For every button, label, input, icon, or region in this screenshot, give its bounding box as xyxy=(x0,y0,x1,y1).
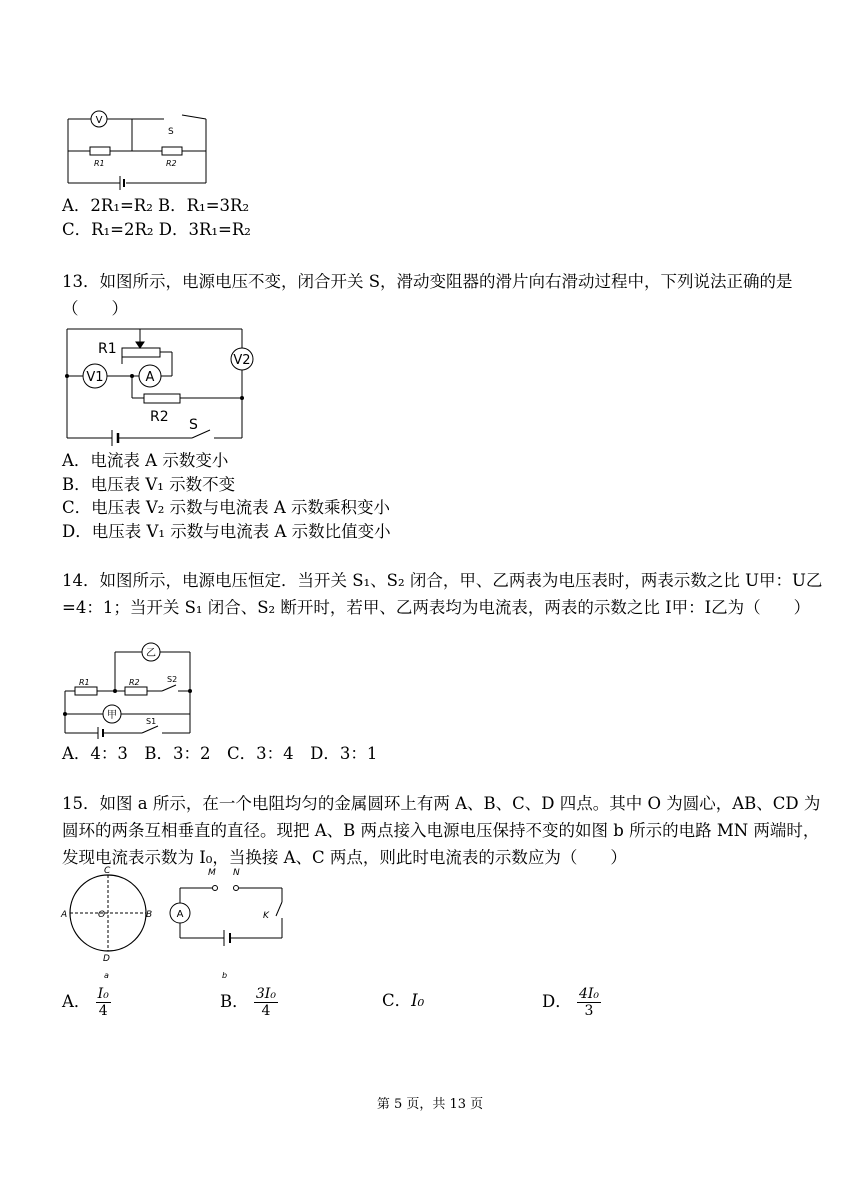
q15-option-a: A． $\frac{\text{I₀}}{4}$ xyxy=(62,986,109,1019)
svg-text:乙: 乙 xyxy=(146,648,156,659)
s1-label: S1 xyxy=(146,717,157,726)
page-footer: 第 5 页，共 13 页 xyxy=(376,1097,484,1112)
meter-jia-icon xyxy=(103,705,121,723)
q13-option-d: D．电压表 V₁ 示数与电流表 A 示数比值变小 xyxy=(62,522,391,541)
switch-k-label: K xyxy=(263,911,269,921)
q13-option-a: A．电流表 A 示数变小 xyxy=(62,451,229,470)
q12-options-line-2: C．R₁=2R₂ D．3R₁=R₂ xyxy=(62,220,251,239)
battery-icon xyxy=(120,176,124,190)
ammeter-icon xyxy=(170,903,190,923)
battery-icon xyxy=(98,727,103,739)
q14-options: A．4：3 B．3：2 C．3：4 D．3：1 xyxy=(62,744,378,763)
point-c-label: C xyxy=(104,866,111,876)
fraction: $\frac{\text{I₀}}{4}$ xyxy=(97,986,109,1019)
point-b-label: B xyxy=(146,910,153,920)
switch-label: S xyxy=(168,127,174,137)
r2-label: R2 xyxy=(166,159,177,168)
q15-option-b: B． $\frac{\text{3I₀}}{4}$ xyxy=(220,986,276,1019)
q12-circuit-figure xyxy=(62,103,212,191)
r1-label: R1 xyxy=(79,678,90,687)
voltmeter-icon xyxy=(91,111,107,127)
voltmeter-v2-icon xyxy=(231,348,253,370)
q14-stem: 14．如图所示，电源电压恒定．当开关 S₁、S₂ 闭合，甲、乙两表为电压表时，两表示数之比 U甲：U乙=4：1；当开关 S₁ 闭合、S₂ 断开时，若甲、乙两表均为电流表，两表的示数之比 I甲：I乙为（ ） xyxy=(62,571,823,617)
s2-label: S2 xyxy=(167,675,178,684)
terminal-m-label: M xyxy=(208,868,216,878)
q15-circuit-figure-b xyxy=(160,862,290,982)
switch-label: S xyxy=(189,417,198,433)
svg-text:A: A xyxy=(176,909,184,920)
q15-ring-figure-a xyxy=(60,862,160,982)
r2-label: R2 xyxy=(129,678,140,687)
fraction: $\frac{\text{4I₀}}{3}$ xyxy=(578,986,600,1019)
svg-text:V2: V2 xyxy=(233,353,251,368)
q15-option-c: C．I₀ xyxy=(382,991,425,1010)
battery-icon xyxy=(224,930,230,946)
voltmeter-v1-icon xyxy=(83,364,107,388)
fraction: $\frac{\text{3I₀}}{4}$ xyxy=(255,986,276,1019)
point-o-label: O xyxy=(98,910,106,920)
figure-a-caption: a xyxy=(104,971,109,980)
r1-label: R1 xyxy=(98,341,117,357)
point-d-label: D xyxy=(103,954,110,964)
battery-icon xyxy=(112,430,118,446)
meter-yi-icon xyxy=(142,643,160,661)
svg-text:A: A xyxy=(145,370,155,385)
q13-option-c: C．电压表 V₂ 示数与电流表 A 示数乘积变小 xyxy=(62,498,391,517)
r2-label: R2 xyxy=(150,409,169,425)
figure-b-caption: b xyxy=(222,971,228,980)
q13-stem: 13．如图所示，电源电压不变，闭合开关 S，滑动变阻器的滑片向右滑动过程中，下列说法正确的是（ ） xyxy=(62,272,793,318)
q12-options-line-1: A．2R₁=R₂ B．R₁=3R₂ xyxy=(62,196,250,215)
q13-option-b: B．电压表 V₁ 示数不变 xyxy=(62,475,236,494)
r1-label: R1 xyxy=(94,159,105,168)
q14-circuit-figure xyxy=(62,640,197,740)
svg-text:V: V xyxy=(95,115,103,126)
svg-text:甲: 甲 xyxy=(107,710,117,721)
svg-text:V1: V1 xyxy=(86,370,104,385)
q15-stem: 15．如图 a 所示，在一个电阻均匀的金属圆环上有两 A、B、C、D 四点。其中 O 为圆心，AB、CD 为圆环的两条互相垂直的直径。现把 A、B 两点接入电源电压保持不变的如图 b 所示的电路 MN 两端时，发现电流表示数为 I₀，当换接 A、C 两点，则此时电流表的示数应为（ ） xyxy=(62,794,821,867)
q15-option-d: D． $\frac{\text{4I₀}}{3}$ xyxy=(542,986,600,1019)
terminal-n-label: N xyxy=(233,868,240,878)
q13-circuit-figure xyxy=(62,322,262,446)
ammeter-icon xyxy=(139,365,161,387)
point-a-label: A xyxy=(61,910,68,920)
